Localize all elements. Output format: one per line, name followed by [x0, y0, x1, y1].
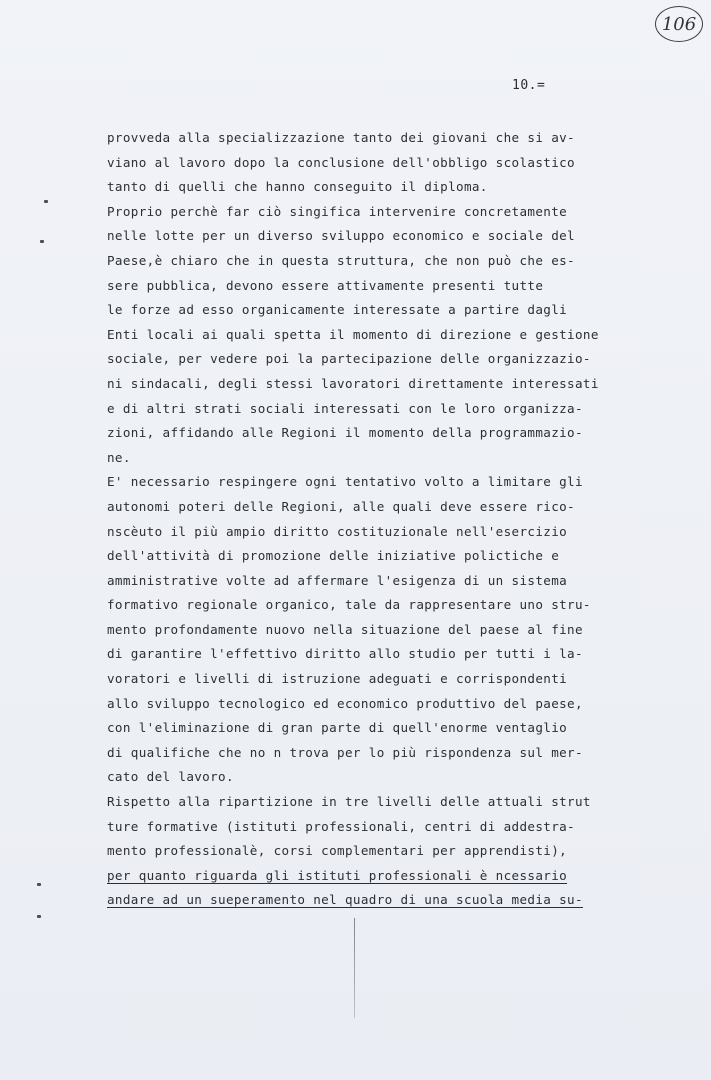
text-line: sociale, per vedere poi la partecipazione delle organizzazio-: [107, 351, 591, 367]
margin-mark: [40, 240, 44, 243]
text-line: nelle lotte per un diverso sviluppo economico e sociale del: [107, 228, 575, 244]
underlined-text-line: andare ad un sueperamento nel quadro di una scuola media su-: [107, 892, 583, 908]
text-line: amministrative volte ad affermare l'esigenza di un sistema: [107, 572, 568, 588]
text-line: di garantire l'effettivo diritto allo studio per tutti i la-: [107, 646, 583, 662]
text-line: sere pubblica, devono essere attivamente presenti tutte: [107, 277, 544, 293]
text-line: tanto di quelli che hanno conseguito il diploma.: [107, 179, 488, 195]
text-line: con l'eliminazione di gran parte di quell'enorme ventaglio: [107, 720, 568, 736]
text-line: Rispetto alla ripartizione in tre livelli delle attuali strut: [107, 794, 591, 810]
text-line: allo sviluppo tecnologico ed economico produttivo del paese,: [107, 695, 583, 711]
text-line: ni sindacali, degli stessi lavoratori direttamente interessati: [107, 375, 599, 391]
text-line: provveda alla specializzazione tanto dei giovani che si av-: [107, 130, 575, 145]
text-line: le forze ad esso organicamente interessate a partire dagli: [107, 302, 568, 318]
text-line: Enti locali ai quali spetta il momento di direzione e gestione: [107, 326, 599, 342]
margin-mark: [37, 915, 41, 918]
underlined-text-line: per quanto riguarda gli istituti professionali è ncessario: [107, 867, 568, 883]
text-line: ture formative (istituti professionali, centri di addestra-: [107, 818, 575, 834]
page-number: 10.=: [512, 78, 546, 93]
pen-stroke: [354, 918, 355, 1018]
text-line: Proprio perchè far ciò singifica intervenire concretamente: [107, 203, 568, 219]
folio-stamp-number: 106: [661, 13, 697, 35]
text-line: Paese,è chiaro che in questa struttura, che non può che es-: [107, 252, 575, 268]
text-line: formativo regionale organico, tale da rappresentare uno stru-: [107, 597, 591, 613]
margin-mark: [37, 883, 41, 886]
text-line: cato del lavoro.: [107, 769, 234, 785]
text-line: viano al lavoro dopo la conclusione dell'obbligo scolastico: [107, 154, 575, 170]
text-line: ne.: [107, 449, 131, 465]
text-line: E' necessario respingere ogni tentativo volto a limitare gli: [107, 474, 583, 490]
text-line: nscèuto il più ampio diritto costituzionale nell'esercizio: [107, 523, 568, 539]
text-line: voratori e livelli di istruzione adeguati e corrispondenti: [107, 671, 568, 687]
text-line: dell'attività di promozione delle iniziative polictiche e: [107, 548, 560, 564]
text-line: di qualifiche che no n trova per lo più rispondenza sul mer-: [107, 744, 583, 760]
margin-mark: [44, 200, 48, 203]
typed-text-body: [107, 126, 627, 913]
text-line: mento professionalè, corsi complementari per apprendisti),: [107, 843, 568, 859]
text-line: e di altri strati sociali interessati con le loro organizza-: [107, 400, 583, 416]
text-line: autonomi poteri delle Regioni, alle quali deve essere rico-: [107, 498, 575, 514]
text-line: mento profondamente nuovo nella situazione del paese al fine: [107, 621, 583, 637]
text-line: zioni, affidando alle Regioni il momento della programmazio-: [107, 425, 583, 441]
folio-stamp: [655, 6, 703, 42]
